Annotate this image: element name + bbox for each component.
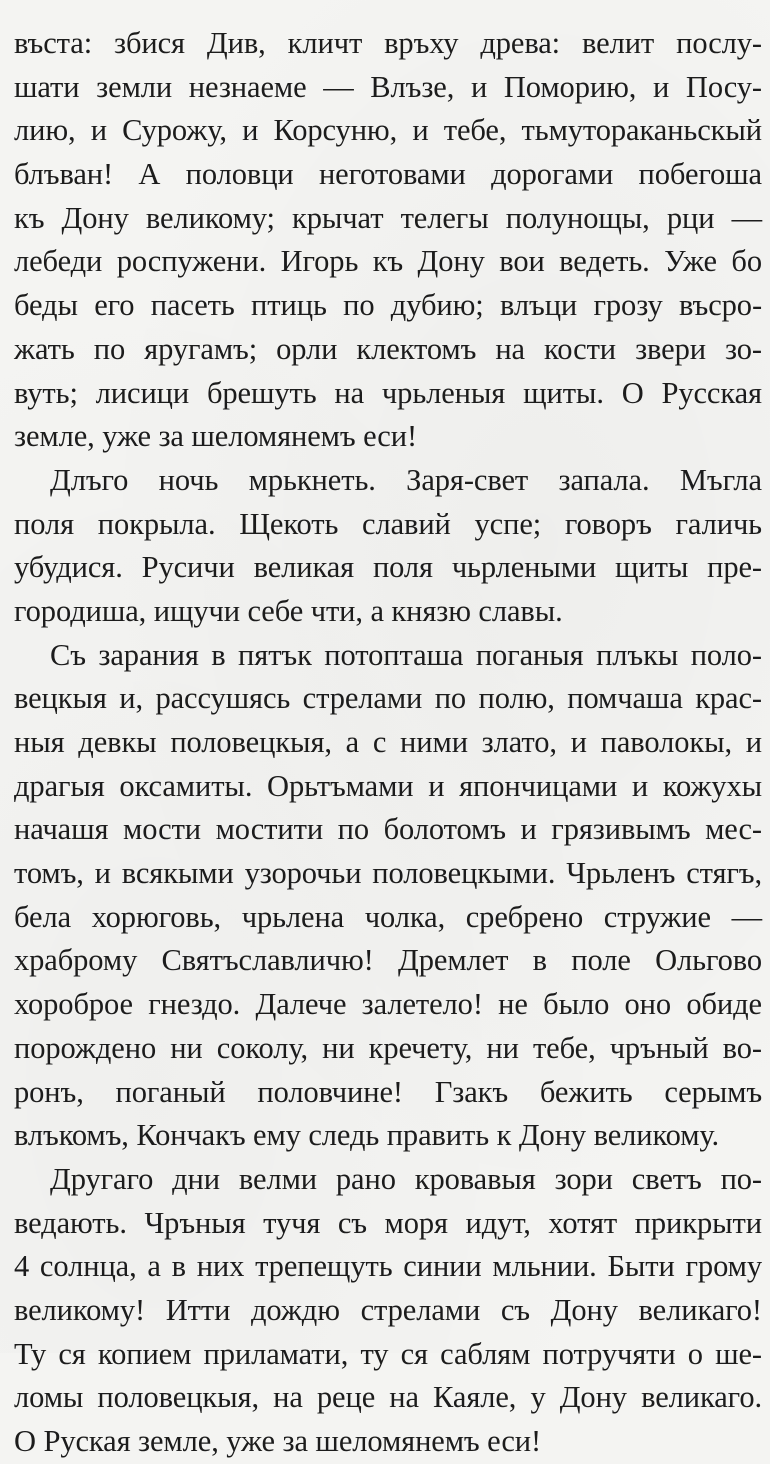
text-line: ныя девкы половецкыя, а с ними злато, и паволокы, и (14, 725, 762, 759)
text-line: Съ зарания в пятък потопташа поганыя плъкы поло- (50, 637, 762, 672)
text-line: вецкыя и, рассушясь стрелами по полю, помчаша крас- (14, 681, 762, 716)
text-line: къ Дону великому; крычат телегы полунощы, рци — (14, 200, 762, 235)
text-line: вуть; лисици брешуть на чрьленыя щиты. О Русская (14, 375, 762, 410)
text-line: начашя мости мостити по болотомъ и грязивымъ мес- (14, 812, 762, 847)
text-line: Ту ся копием приламати, ту ся саблям потручяти о ше- (14, 1336, 762, 1371)
text-line: бела хорюговь, чрьлена чолка, сребрено стружие — (14, 899, 762, 934)
text-line: порождено ни соколу, ни кречету, ни тебе, чръный во- (14, 1030, 762, 1065)
text-line: Длъго ночь мрькнеть. Заря-свет запала. Мъгла (50, 462, 762, 497)
text-line: жать по яругамъ; орли клектомъ на кости звери зо- (14, 331, 762, 366)
text-line: земле, уже за шеломянемъ еси! (14, 419, 417, 454)
text-line: поля покрыла. Щекоть славий успе; говоръ галичь (14, 506, 762, 541)
paragraph (14, 1158, 762, 1464)
text-line: убудися. Русичи великая поля чьрлеными щиты пре- (14, 550, 762, 585)
text-line: ронъ, поганый половчине! Гзакъ бежить серымъ (14, 1074, 762, 1109)
text-line: городиша, ищучи себе чти, а князю славы. (14, 593, 563, 628)
text-line: ведають. Чръныя тучя съ моря идут, хотят прикрыти (14, 1205, 762, 1240)
text-line: драгыя оксамиты. Орьтъмами и япончицами и кожухы (14, 768, 762, 803)
page-text (14, 22, 762, 1464)
paragraph (14, 634, 762, 1158)
text-line: О Руская земле, уже за шеломянемъ еси! (14, 1424, 542, 1458)
text-line: ломы половецкыя, на реце на Каяле, у Дону великаго. (14, 1380, 762, 1415)
text-line: Другаго дни велми рано кровавыя зори светъ по- (50, 1161, 762, 1196)
text-line: беды его пасеть птиць по дубию; влъци грозу въсро- (14, 288, 762, 323)
text-line: великому! Итти дождю стрелами съ Дону великаго! (14, 1292, 762, 1327)
paragraph (14, 459, 762, 634)
text-line: въста: збися Див, кличт връху древа: велит послу- (14, 26, 762, 60)
text-line: влъкомъ, Кончакъ ему следь править к Дону великому. (14, 1118, 720, 1153)
paragraph (14, 22, 762, 459)
text-line: шати земли незнаеме — Влъзе, и Поморию, и Посу- (14, 69, 762, 104)
text-line: лию, и Сурожу, и Корсуню, и тебе, тьмутораканьскый (14, 113, 762, 148)
text-line: 4 солнца, а в них трепещуть синии мльнии. Быти грому (14, 1249, 762, 1284)
text-line: лебеди роспужени. Игорь къ Дону вои ведеть. Уже бо (14, 244, 762, 279)
text-line: блъван! А половци неготовами дорогами побегоша (14, 157, 762, 192)
text-line: хороброе гнездо. Далече залетело! не было оно обиде (14, 987, 762, 1022)
text-line: храброму Святъславличю! Дремлет в поле Ольгово (14, 943, 762, 978)
text-line: томъ, и всякыми узорочьи половецкыми. Чрьленъ стягъ, (14, 856, 762, 891)
